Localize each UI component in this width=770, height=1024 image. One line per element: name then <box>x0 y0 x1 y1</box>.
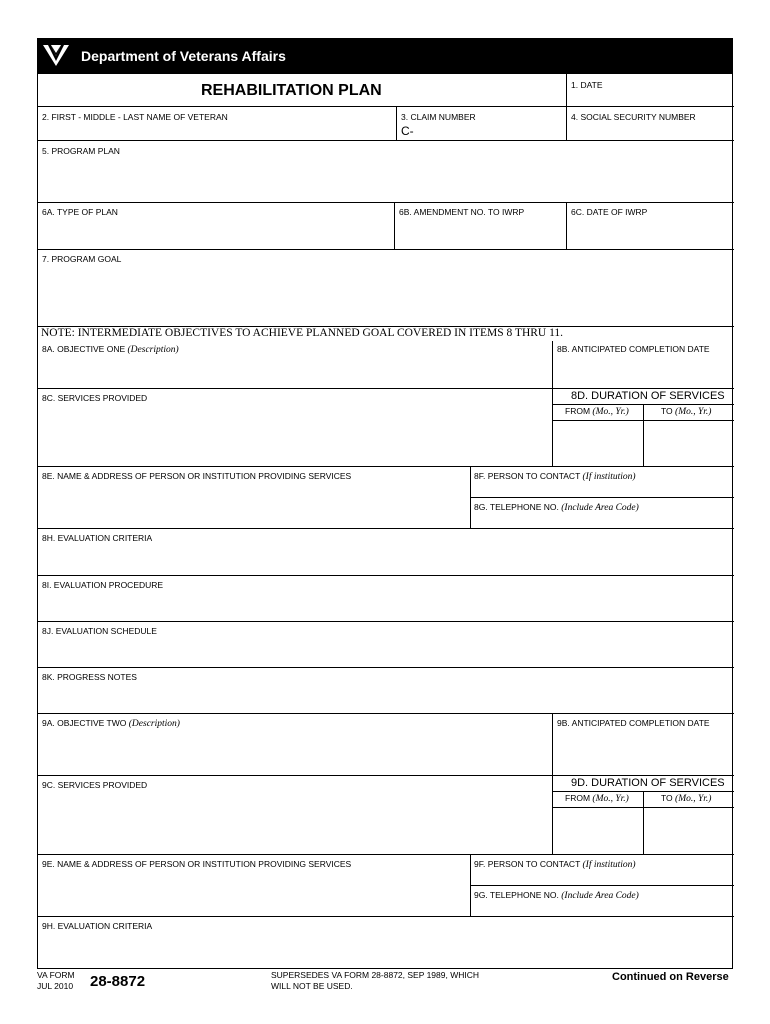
objective-one-label: 8A. OBJECTIVE ONE (Description) <box>42 344 179 355</box>
objective-one-phone-label: 8G. TELEPHONE NO. (Include Area Code) <box>474 502 639 513</box>
objective-one-duration-label: 8D. DURATION OF SERVICES <box>571 390 725 402</box>
objective-two-phone-label: 9G. TELEPHONE NO. (Include Area Code) <box>474 890 639 901</box>
objective-one-eval-procedure-field[interactable] <box>38 575 734 621</box>
veteran-name-label: 2. FIRST - MIDDLE - LAST NAME OF VETERAN <box>42 112 228 122</box>
iwrp-date-label: 6C. DATE OF IWRP <box>571 207 648 217</box>
claim-number-prefix: C- <box>401 124 414 138</box>
date-label: 1. DATE <box>571 80 603 90</box>
amendment-label: 6B. AMENDMENT NO. TO IWRP <box>399 207 525 217</box>
objective-two-from-label: FROM (Mo., Yr.) <box>565 793 629 804</box>
department-name: Department of Veterans Affairs <box>81 48 286 64</box>
form-number: 28-8872 <box>90 973 146 990</box>
continued-on-reverse: Continued on Reverse <box>612 971 729 983</box>
objective-one-eval-procedure-label: 8I. EVALUATION PROCEDURE <box>42 580 164 590</box>
va-logo-icon <box>42 42 70 68</box>
ssn-label: 4. SOCIAL SECURITY NUMBER <box>571 112 696 122</box>
objective-one-progress-field[interactable] <box>38 667 734 713</box>
objective-two-field[interactable] <box>38 713 552 775</box>
objective-two-duration-header <box>552 775 734 791</box>
agency-header <box>37 38 733 74</box>
objective-one-contact-field[interactable] <box>470 466 734 497</box>
objective-two-duration-divider <box>552 807 734 808</box>
objective-one-services-label: 8C. SERVICES PROVIDED <box>42 393 148 403</box>
objective-two-services-field[interactable] <box>38 775 552 854</box>
objective-one-to-field[interactable] <box>643 404 734 466</box>
objective-two-provider-label: 9E. NAME & ADDRESS OF PERSON OR INSTITUTION PROVIDING SERVICES <box>42 859 352 869</box>
objectives-note-text: NOTE: INTERMEDIATE OBJECTIVES TO ACHIEVE PLANNED GOAL COVERED IN ITEMS 8 THRU 11. <box>41 327 564 339</box>
program-plan-label: 5. PROGRAM PLAN <box>42 146 120 156</box>
objective-one-progress-label: 8K. PROGRESS NOTES <box>42 672 137 682</box>
objective-one-contact-label: 8F. PERSON TO CONTACT (If institution) <box>474 471 636 482</box>
objective-one-services-field[interactable] <box>38 388 552 466</box>
objective-two-services-label: 9C. SERVICES PROVIDED <box>42 780 148 790</box>
claim-number-label: 3. CLAIM NUMBER <box>401 112 476 122</box>
objective-two-phone-field[interactable] <box>470 885 734 916</box>
supersedes-line-1: SUPERSEDES VA FORM 28-8872, SEP 1989, WHICH <box>271 970 480 980</box>
type-of-plan-label: 6A. TYPE OF PLAN <box>42 207 118 217</box>
objective-two-eval-criteria-label: 9H. EVALUATION CRITERIA <box>42 921 153 931</box>
form-revision-date: JUL 2010 <box>37 981 74 991</box>
objective-two-completion-label: 9B. ANTICIPATED COMPLETION DATE <box>557 718 710 728</box>
objective-two-contact-label: 9F. PERSON TO CONTACT (If institution) <box>474 859 636 870</box>
objective-one-from-label: FROM (Mo., Yr.) <box>565 406 629 417</box>
objective-one-eval-schedule-label: 8J. EVALUATION SCHEDULE <box>42 626 157 636</box>
objective-two-provider-field[interactable] <box>38 854 470 916</box>
objective-one-eval-criteria-field[interactable] <box>38 528 734 575</box>
objective-two-contact-field[interactable] <box>470 854 734 885</box>
program-goal-field[interactable] <box>38 249 734 326</box>
veteran-name-field[interactable] <box>38 106 396 140</box>
ssn-field[interactable] <box>566 106 734 140</box>
objective-two-from-field[interactable] <box>552 791 643 854</box>
objective-one-from-field[interactable] <box>552 404 643 466</box>
objective-two-duration-label: 9D. DURATION OF SERVICES <box>571 777 725 789</box>
objective-two-to-label: TO (Mo., Yr.) <box>661 793 712 804</box>
objective-one-eval-schedule-field[interactable] <box>38 621 734 667</box>
objective-one-eval-criteria-label: 8H. EVALUATION CRITERIA <box>42 533 153 543</box>
objective-two-label: 9A. OBJECTIVE TWO (Description) <box>42 718 180 729</box>
objective-one-completion-field[interactable] <box>552 341 734 388</box>
claim-number-field[interactable] <box>396 106 566 140</box>
supersedes-notice <box>271 970 479 992</box>
objective-one-phone-field[interactable] <box>470 497 734 528</box>
iwrp-date-field[interactable] <box>566 202 734 249</box>
objective-one-provider-label: 8E. NAME & ADDRESS OF PERSON OR INSTITUTION PROVIDING SERVICES <box>42 471 352 481</box>
objective-two-eval-criteria-field[interactable] <box>38 916 734 969</box>
objective-one-duration-header <box>552 388 734 404</box>
form-identifier <box>37 970 75 992</box>
supersedes-line-2: WILL NOT BE USED. <box>271 981 353 991</box>
program-goal-label: 7. PROGRAM GOAL <box>42 254 122 264</box>
form-title: REHABILITATION PLAN <box>201 82 382 99</box>
rehabilitation-plan-form <box>37 74 733 969</box>
objective-one-provider-field[interactable] <box>38 466 470 528</box>
objective-two-completion-field[interactable] <box>552 713 734 775</box>
objective-one-to-label: TO (Mo., Yr.) <box>661 406 712 417</box>
objectives-note <box>38 326 734 341</box>
objective-one-completion-label: 8B. ANTICIPATED COMPLETION DATE <box>557 344 710 354</box>
objective-two-to-field[interactable] <box>643 791 734 854</box>
objective-one-duration-divider <box>552 420 734 421</box>
program-plan-field[interactable] <box>38 140 734 202</box>
amendment-field[interactable] <box>394 202 566 249</box>
va-form-label: VA FORM <box>37 970 75 980</box>
objective-one-field[interactable] <box>38 341 552 388</box>
type-of-plan-field[interactable] <box>38 202 394 249</box>
date-field[interactable] <box>566 74 734 106</box>
